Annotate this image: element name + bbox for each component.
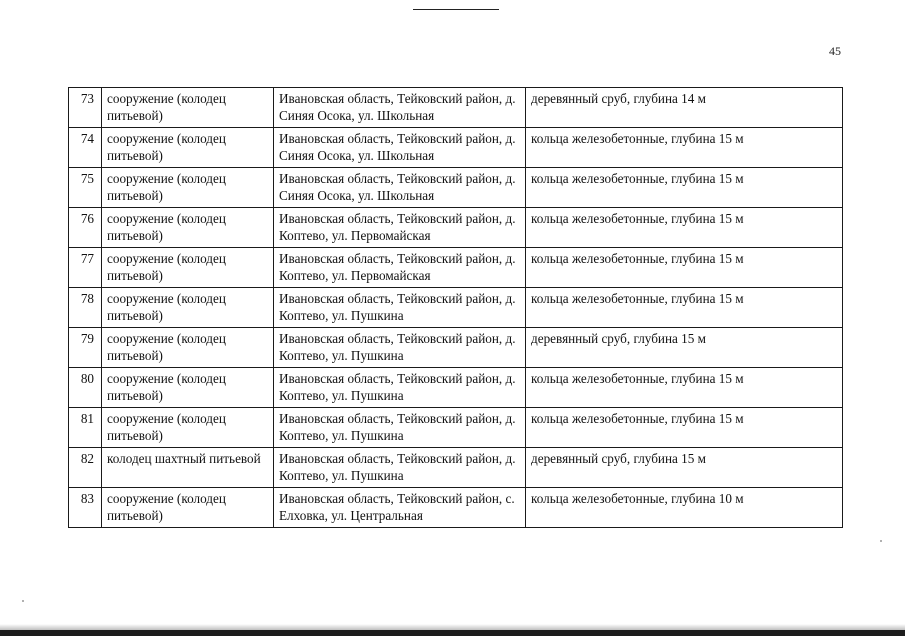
table-row: [69, 88, 843, 128]
table-row: [69, 488, 843, 528]
address-cell: Ивановская область, Тейковский район, д. Коптево, ул. Пушкина: [274, 448, 526, 488]
table-row: [69, 408, 843, 448]
description-cell: кольца железобетонные, глубина 10 м: [526, 488, 843, 528]
address-cell: Ивановская область, Тейковский район, д. Синяя Осока, ул. Школьная: [274, 128, 526, 168]
object-name-cell: сооружение (колодец питьевой): [102, 408, 274, 448]
scan-speck: [22, 600, 24, 602]
object-name-cell: сооружение (колодец питьевой): [102, 208, 274, 248]
object-name-cell: сооружение (колодец питьевой): [102, 368, 274, 408]
address-cell: Ивановская область, Тейковский район, д. Коптево, ул. Пушкина: [274, 408, 526, 448]
row-number: 75: [69, 168, 102, 208]
table-row: [69, 248, 843, 288]
wells-registry-table: [68, 87, 843, 528]
object-name-cell: сооружение (колодец питьевой): [102, 488, 274, 528]
table-row: [69, 328, 843, 368]
object-name-cell: сооружение (колодец питьевой): [102, 248, 274, 288]
table-row: [69, 168, 843, 208]
table-row: [69, 368, 843, 408]
scan-speck: [880, 540, 882, 542]
object-name-cell: сооружение (колодец питьевой): [102, 328, 274, 368]
description-cell: деревянный сруб, глубина 14 м: [526, 88, 843, 128]
object-name-cell: сооружение (колодец питьевой): [102, 128, 274, 168]
row-number: 81: [69, 408, 102, 448]
description-cell: кольца железобетонные, глубина 15 м: [526, 368, 843, 408]
row-number: 73: [69, 88, 102, 128]
object-name-cell: сооружение (колодец питьевой): [102, 288, 274, 328]
page-number: 45: [829, 44, 841, 58]
table-row: [69, 448, 843, 488]
row-number: 82: [69, 448, 102, 488]
description-cell: кольца железобетонные, глубина 15 м: [526, 408, 843, 448]
address-cell: Ивановская область, Тейковский район, д. Коптево, ул. Первомайская: [274, 208, 526, 248]
scan-edge-band: [0, 630, 905, 636]
table-row: [69, 288, 843, 328]
row-number: 77: [69, 248, 102, 288]
top-rule: [413, 9, 499, 10]
address-cell: Ивановская область, Тейковский район, д. Коптево, ул. Пушкина: [274, 288, 526, 328]
row-number: 79: [69, 328, 102, 368]
row-number: 83: [69, 488, 102, 528]
description-cell: деревянный сруб, глубина 15 м: [526, 328, 843, 368]
row-number: 80: [69, 368, 102, 408]
description-cell: кольца железобетонные, глубина 15 м: [526, 128, 843, 168]
address-cell: Ивановская область, Тейковский район, д. Коптево, ул. Пушкина: [274, 368, 526, 408]
description-cell: кольца железобетонные, глубина 15 м: [526, 168, 843, 208]
description-cell: кольца железобетонные, глубина 15 м: [526, 288, 843, 328]
address-cell: Ивановская область, Тейковский район, с. Елховка, ул. Центральная: [274, 488, 526, 528]
object-name-cell: сооружение (колодец питьевой): [102, 88, 274, 128]
object-name-cell: колодец шахтный питьевой: [102, 448, 274, 488]
address-cell: Ивановская область, Тейковский район, д. Синяя Осока, ул. Школьная: [274, 88, 526, 128]
table-row: [69, 208, 843, 248]
description-cell: деревянный сруб, глубина 15 м: [526, 448, 843, 488]
row-number: 78: [69, 288, 102, 328]
object-name-cell: сооружение (колодец питьевой): [102, 168, 274, 208]
address-cell: Ивановская область, Тейковский район, д. Синяя Осока, ул. Школьная: [274, 168, 526, 208]
row-number: 76: [69, 208, 102, 248]
description-cell: кольца железобетонные, глубина 15 м: [526, 248, 843, 288]
address-cell: Ивановская область, Тейковский район, д. Коптево, ул. Первомайская: [274, 248, 526, 288]
description-cell: кольца железобетонные, глубина 15 м: [526, 208, 843, 248]
address-cell: Ивановская область, Тейковский район, д. Коптево, ул. Пушкина: [274, 328, 526, 368]
row-number: 74: [69, 128, 102, 168]
table-row: [69, 128, 843, 168]
